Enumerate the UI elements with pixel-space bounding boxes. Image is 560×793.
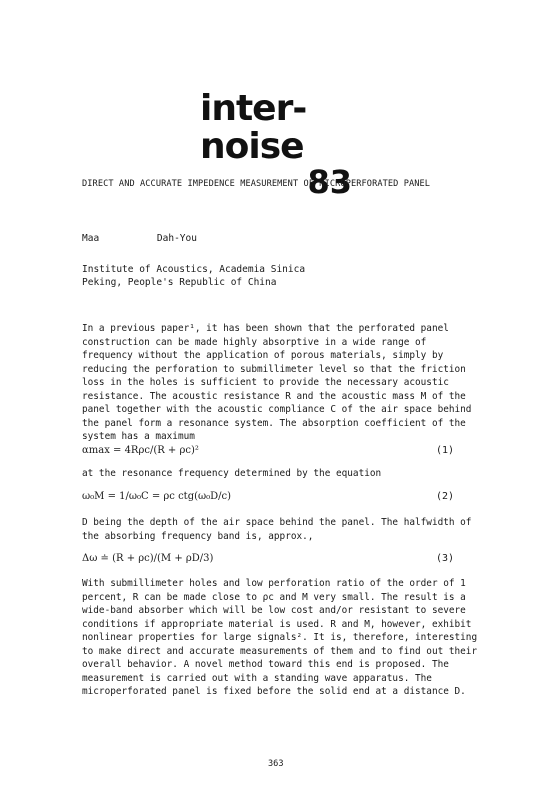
logo-year: 83 [307,163,352,201]
author-line [82,233,197,244]
equation-3-number: (3) [435,553,454,564]
author-surname: Maa [82,233,100,244]
author-given-name: Dah-You [156,233,197,244]
equation-1-expression: αmax = 4Rρc/(R + ρc)² [82,445,199,456]
paragraph-intro: In a previous paper¹, it has been shown that the perforated panel construction can be made highly absorptive in a wide range of frequency without the application of porous materials, simply by reducing the perforation to submillimeter level so that the friction loss in the holes is sufficient to provide the necessary acoustic resistance. The acoustic resistance R and the acoustic mass M of the panel together with the acoustic compliance C of the air space behind the panel form a resonance system. The absorption coefficient of the system has a maximum [82,323,472,442]
page-number: 363 [268,759,284,769]
equation-1-number: (1) [435,445,454,456]
logo-word: inter-noise [200,88,307,167]
equation-2 [82,490,454,504]
equation-2-number: (2) [435,491,454,502]
equation-2-expression: ω₀M = 1/ω₀C = ρc ctg(ω₀D/c) [82,491,232,502]
equation-1 [82,444,454,458]
affiliation-line-1: Institute of Acoustics, Academia Sinica [82,264,306,275]
paragraph-method: With submillimeter holes and low perforation ratio of the order of 1 percent, R can be made close to ρc and M very small. The result is a wide-band absorber which will be low cost and/or resistant to severe conditions if appropriate material is used. R and M, however, exhibit nonlinear properties for large signals². It is, therefore, interesting to make direct and accurate measurements of them and to find out their overall behavior. A novel method toward this end is proposed. The measurement is carried out with a standing wave apparatus. The microperforated panel is fixed before the solid end at a distance D. [82,578,478,697]
affiliation-line-2: Peking, People's Republic of China [82,277,277,288]
paragraph-resonance: at the resonance frequency determined by the equation [82,468,382,479]
equation-3 [82,552,454,566]
paper-title: DIRECT AND ACCURATE IMPEDENCE MEASUREMENT OF MICROPERFORATED PANEL [82,179,431,189]
affiliation [82,263,305,289]
paragraph-halfwidth: D being the depth of the air space behind the panel. The halfwidth of the absorbing frequency band is, approx., [82,517,472,542]
equation-3-expression: Δω ≐ (R + ρc)/(M + ρD/3) [82,553,214,564]
